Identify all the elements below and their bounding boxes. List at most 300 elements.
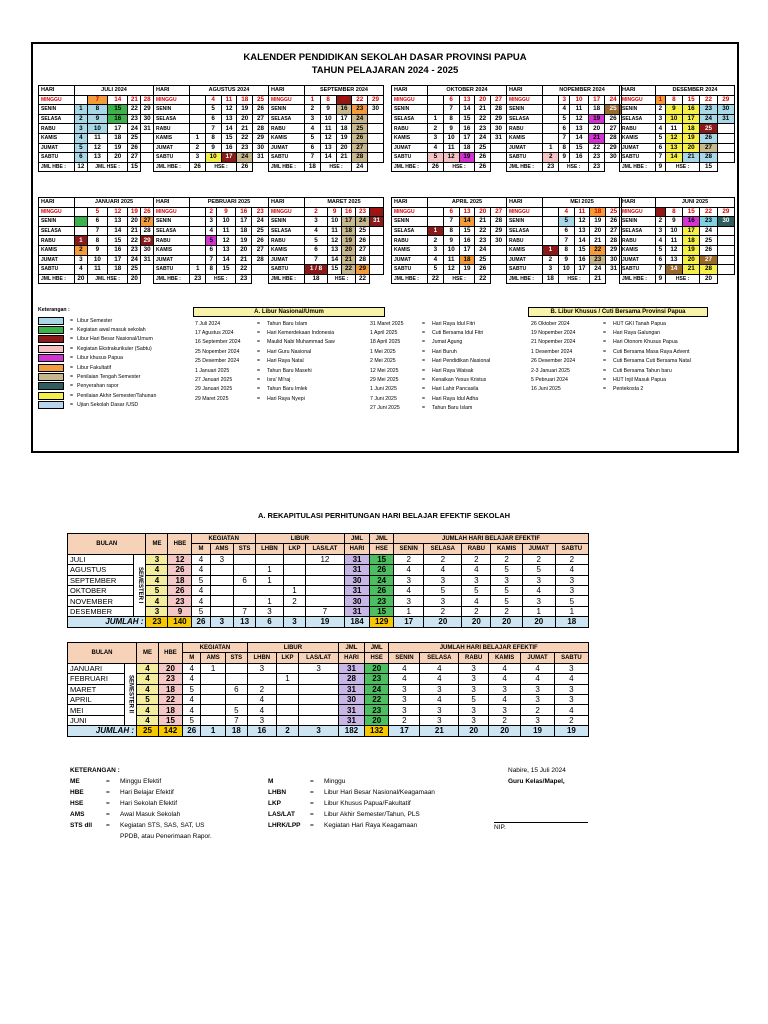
date-cell: 26 <box>253 105 269 115</box>
value-cell: 15 <box>370 554 394 564</box>
week-row <box>392 153 507 163</box>
date-cell: 29 <box>141 236 154 246</box>
date-cell <box>543 124 559 134</box>
holiday-eq: = <box>603 367 607 374</box>
date-cell: 5 <box>559 114 570 124</box>
date-cell: 12 <box>665 133 682 143</box>
date-cell: 17 <box>459 133 475 143</box>
value-cell: 2 <box>554 715 588 725</box>
legend-swatch <box>38 373 64 381</box>
date-cell: 5 <box>87 207 107 217</box>
holiday-date: 29 Januari 2025 <box>195 386 233 393</box>
date-cell: 10 <box>320 114 336 124</box>
rekap-row <box>68 606 589 616</box>
date-cell: 23 <box>700 217 717 227</box>
day-label: SABTU <box>269 153 305 163</box>
header-cell: KEGIATAN <box>192 534 255 544</box>
date-cell: 22 <box>342 265 356 275</box>
date-cell: 12 <box>574 217 590 227</box>
month-cell: JUNI <box>68 715 125 725</box>
rekap-semester-1 <box>67 533 589 628</box>
jml-hbe-value: 26 <box>428 162 444 172</box>
holiday-item <box>531 375 691 384</box>
total-cell: 2 <box>276 726 299 736</box>
value-cell <box>225 694 247 704</box>
date-cell: 26 <box>475 265 491 275</box>
legend-eq: = <box>70 383 74 390</box>
date-cell: 24 <box>352 114 368 124</box>
date-cell <box>370 265 384 275</box>
holiday-date: 19 Nopember 2024 <box>531 330 576 337</box>
header-cell: JML <box>338 643 364 653</box>
jml-hbe-value: 22 <box>428 274 444 284</box>
date-cell: 15 <box>108 236 128 246</box>
date-cell: 25 <box>475 143 491 153</box>
value-cell <box>210 575 234 585</box>
holiday-name: Tahun Baru Masehi <box>267 367 312 374</box>
day-label: RABU <box>620 124 656 134</box>
date-cell: 27 <box>253 114 269 124</box>
month-calendar <box>391 85 507 172</box>
date-cell: 14 <box>665 153 682 163</box>
day-label: JUMAT <box>154 255 190 265</box>
date-cell: 4 <box>656 236 666 246</box>
date-cell: 3 <box>305 217 328 227</box>
date-cell: 12 <box>87 143 107 153</box>
day-label: MINGGU <box>39 207 75 217</box>
value-cell: 4 <box>394 565 424 575</box>
date-cell: 3 <box>305 114 321 124</box>
date-cell: 3 <box>75 124 88 134</box>
value-cell: 3 <box>521 694 555 704</box>
holiday-name: Tahun Baru Islam <box>267 320 308 327</box>
legend-text: Libur khusus Papua <box>77 355 123 362</box>
holiday-name: HUT GKI Tanah Papua <box>613 320 666 327</box>
date-cell <box>491 143 507 153</box>
date-cell <box>491 265 507 275</box>
value-cell: 4 <box>182 694 200 704</box>
value-cell: 3 <box>521 715 555 725</box>
day-label: SELASA <box>392 114 428 124</box>
day-label: SABTU <box>269 265 305 275</box>
date-cell: 2 <box>656 217 666 227</box>
value-cell: 23 <box>158 674 182 684</box>
keterangan-item <box>70 798 212 809</box>
date-cell: 9 <box>87 245 107 255</box>
date-cell: 11 <box>87 265 107 275</box>
date-cell: 19 <box>108 143 128 153</box>
value-cell: 6 <box>234 575 256 585</box>
legend-item <box>38 316 156 325</box>
header-cell: STS <box>225 653 247 663</box>
holiday-item <box>195 328 335 337</box>
header-cell: SABTU <box>555 544 588 554</box>
date-cell <box>428 105 444 115</box>
ket-eq: = <box>106 778 110 785</box>
total-cell: 132 <box>365 726 389 736</box>
holiday-name: Cuti Bersama Tahun baru <box>613 367 672 374</box>
day-label: SABTU <box>392 153 428 163</box>
holiday-item <box>195 338 335 347</box>
date-cell: 17 <box>683 226 700 236</box>
date-cell: 23 <box>700 105 717 115</box>
day-label: MINGGU <box>39 95 75 105</box>
date-cell: 13 <box>570 124 589 134</box>
value-cell: 15 <box>370 606 394 616</box>
total-cell: 26 <box>192 617 210 627</box>
value-cell <box>283 575 305 585</box>
ket-eq: = <box>310 811 314 818</box>
value-cell: 3 <box>394 596 424 606</box>
legend-eq: = <box>70 364 74 371</box>
week-row <box>620 95 735 105</box>
date-cell <box>717 265 734 275</box>
total-cell: 20 <box>491 617 523 627</box>
day-label: KAMIS <box>620 245 656 255</box>
date-cell: 28 <box>491 217 507 227</box>
day-label: SENIN <box>507 217 543 227</box>
date-cell: 9 <box>443 124 459 134</box>
week-row <box>154 255 269 265</box>
holiday-name: Maulid Nabi Muhammad Saw <box>267 339 335 346</box>
date-cell: 31 <box>717 114 734 124</box>
date-cell: 3 <box>428 133 444 143</box>
value-cell: 5 <box>182 715 200 725</box>
header-cell: LIBUR <box>255 534 344 544</box>
date-cell: 10 <box>217 217 236 227</box>
date-cell: 28 <box>700 153 717 163</box>
day-label: JUMAT <box>392 143 428 153</box>
total-cell: 20 <box>488 726 520 736</box>
value-cell: 12 <box>168 554 192 564</box>
jml-hse-label: HSE : <box>665 162 700 172</box>
date-cell <box>190 245 206 255</box>
date-cell: 21 <box>128 95 141 105</box>
rekap-row <box>68 715 589 725</box>
jml-hbe-value: 9 <box>656 274 666 284</box>
date-cell: 3 <box>190 153 206 163</box>
day-label: MINGGU <box>154 95 190 105</box>
date-cell: 17 <box>108 124 128 134</box>
date-cell <box>190 255 206 265</box>
month-cell: MEI <box>68 705 125 715</box>
date-cell: 6 <box>656 255 666 265</box>
value-cell: 2 <box>389 715 420 725</box>
date-cell: 20 <box>683 143 700 153</box>
hari-header: HARI <box>154 198 190 208</box>
legend-text: Kegiatan awal masuk sekolah <box>77 327 146 334</box>
date-cell: 2 <box>543 153 559 163</box>
value-cell: 31 <box>344 606 370 616</box>
date-cell: 29 <box>491 114 507 124</box>
legend-text: Libur Semester <box>77 317 113 324</box>
sign-role: Guru Kelas/Mapel, <box>508 778 565 785</box>
day-label: MINGGU <box>507 95 543 105</box>
value-cell: 5 <box>555 596 588 606</box>
value-cell: 4 <box>136 684 158 694</box>
date-cell: 16 <box>459 236 475 246</box>
date-cell <box>368 153 384 163</box>
value-cell: 2 <box>283 596 305 606</box>
date-cell: 27 <box>491 95 507 105</box>
value-cell: 23 <box>365 674 389 684</box>
date-cell: 14 <box>459 105 475 115</box>
hari-header: HARI <box>392 198 428 208</box>
holiday-eq: = <box>422 386 426 393</box>
week-row <box>507 143 622 153</box>
day-label: KAMIS <box>39 245 75 255</box>
date-cell: 6 <box>75 153 88 163</box>
ket-abbr: AMS <box>70 811 85 818</box>
date-cell: 25 <box>352 124 368 134</box>
keterangan-item <box>268 820 435 831</box>
holiday-item <box>531 338 691 347</box>
value-cell: 5 <box>459 694 489 704</box>
hari-header: HARI <box>269 198 305 208</box>
value-cell: 4 <box>462 565 491 575</box>
value-cell: 18 <box>168 575 192 585</box>
week-row <box>620 236 735 246</box>
date-cell <box>370 255 384 265</box>
week-row <box>392 265 507 275</box>
date-cell: 24 <box>128 255 141 265</box>
ket-eq: = <box>310 800 314 807</box>
month-cell: NOVEMBER <box>68 596 134 606</box>
day-label: SENIN <box>620 105 656 115</box>
header-cell: HSE <box>370 544 394 554</box>
week-row <box>507 236 622 246</box>
day-label: SELASA <box>620 226 656 236</box>
value-cell: 31 <box>338 705 364 715</box>
value-cell: 4 <box>420 663 459 673</box>
holiday-name: Hari Raya Idul Adha <box>432 395 479 402</box>
holiday-date: 18 April 2025 <box>370 339 401 346</box>
week-row <box>154 95 269 105</box>
day-label: SABTU <box>392 265 428 275</box>
month-cell: AGUSTUS <box>68 565 134 575</box>
date-cell: 9 <box>559 153 570 163</box>
value-cell <box>210 565 234 575</box>
value-cell: 3 <box>521 684 555 694</box>
holiday-name: Isra' Mi'raj <box>267 377 291 384</box>
hari-header: HARI <box>620 86 656 96</box>
holiday-eq: = <box>257 330 261 337</box>
date-cell: 1 <box>75 105 88 115</box>
week-row <box>39 133 154 143</box>
date-cell: 17 <box>336 114 352 124</box>
ket-desc: Minggu <box>324 778 346 785</box>
date-cell: 9 <box>87 114 107 124</box>
value-cell <box>276 684 299 694</box>
date-cell: 13 <box>574 226 590 236</box>
ket-abbr: LHBN <box>268 789 287 796</box>
value-cell: 31 <box>338 715 364 725</box>
legend-eq: = <box>70 345 74 352</box>
value-cell: 1 <box>283 585 305 595</box>
value-cell: 30 <box>344 575 370 585</box>
week-row <box>620 226 735 236</box>
date-cell: 9 <box>443 236 459 246</box>
date-cell: 12 <box>108 207 128 217</box>
date-cell: 14 <box>320 153 336 163</box>
total-cell: 6 <box>255 617 283 627</box>
week-row <box>154 114 269 124</box>
date-cell: 22 <box>128 236 141 246</box>
value-cell: 1 <box>255 565 283 575</box>
week-row <box>39 153 154 163</box>
day-label: JUMAT <box>154 143 190 153</box>
date-cell: 17 <box>588 95 604 105</box>
holiday-eq: = <box>422 395 426 402</box>
header-cell: HBE <box>168 534 192 555</box>
date-cell: 18 <box>108 265 128 275</box>
month-name: AGUSTUS 2024 <box>190 86 269 96</box>
date-cell: 6 <box>305 143 321 153</box>
value-cell <box>234 565 256 575</box>
month-calendar <box>38 197 154 284</box>
week-row <box>392 245 507 255</box>
holiday-date: 25 Nopember 2024 <box>195 348 240 355</box>
legend-swatch <box>38 382 64 390</box>
holiday-date: 21 Nopember 2024 <box>531 339 576 346</box>
value-cell: 3 <box>491 575 523 585</box>
value-cell: 5 <box>192 575 210 585</box>
holiday-date: 25 Desember 2024 <box>195 358 240 365</box>
value-cell <box>234 554 256 564</box>
value-cell: 4 <box>192 596 210 606</box>
day-label: RABU <box>269 236 305 246</box>
value-cell: 3 <box>146 554 168 564</box>
total-cell: 129 <box>370 617 394 627</box>
day-label: SENIN <box>392 217 428 227</box>
value-cell: 26 <box>370 585 394 595</box>
date-cell: 20 <box>128 217 141 227</box>
date-cell <box>190 105 206 115</box>
date-cell: 16 <box>342 207 356 217</box>
ket-eq: = <box>310 778 314 785</box>
month-calendar <box>506 85 622 172</box>
value-cell: 4 <box>389 663 420 673</box>
date-cell: 30 <box>141 245 154 255</box>
date-cell: 31 <box>141 124 154 134</box>
value-cell <box>234 596 256 606</box>
value-cell: 31 <box>344 585 370 595</box>
week-row <box>269 255 384 265</box>
legend-eq: = <box>70 317 74 324</box>
holiday-date: 1 Juni 2025 <box>370 386 397 393</box>
holiday-eq: = <box>603 377 607 384</box>
date-cell: 27 <box>352 143 368 153</box>
value-cell: 3 <box>210 554 234 564</box>
date-cell: 26 <box>352 133 368 143</box>
date-cell: 4 <box>305 124 321 134</box>
date-cell: 22 <box>475 114 491 124</box>
date-cell: 16 <box>235 207 251 217</box>
signature-block <box>508 765 566 787</box>
month-name: JUNI 2025 <box>656 198 735 208</box>
date-cell: 10 <box>665 114 682 124</box>
holiday-name: Hari Buruh <box>432 348 457 355</box>
value-cell <box>201 684 225 694</box>
header-cell: M <box>192 544 210 554</box>
date-cell: 18 <box>342 226 356 236</box>
date-cell: 28 <box>605 133 622 143</box>
date-cell: 6 <box>87 217 107 227</box>
header-cell: AMS <box>201 653 225 663</box>
day-label: SABTU <box>620 265 656 275</box>
date-cell <box>543 217 559 227</box>
month-calendar <box>153 85 269 172</box>
date-cell: 24 <box>475 133 491 143</box>
date-cell: 24 <box>700 114 717 124</box>
holiday-name: Cuti Bersama Idul Fitri <box>432 330 484 337</box>
legend-eq: = <box>70 392 74 399</box>
date-cell: 19 <box>237 105 253 115</box>
header-cell: LIBUR <box>247 643 338 653</box>
date-cell <box>190 226 206 236</box>
value-cell: 2 <box>247 684 276 694</box>
date-cell: 23 <box>588 153 604 163</box>
date-cell: 29 <box>717 95 734 105</box>
legend-swatch <box>38 345 64 353</box>
holidays-b-list <box>531 319 691 394</box>
week-row <box>392 124 507 134</box>
date-cell: 6 <box>559 124 570 134</box>
date-cell: 24 <box>475 245 491 255</box>
total-cell: 19 <box>554 726 588 736</box>
value-cell: 3 <box>247 663 276 673</box>
date-cell: 16 <box>570 153 589 163</box>
date-cell: 3 <box>75 255 88 265</box>
day-label: MINGGU <box>269 95 305 105</box>
total-cell: 3 <box>299 726 339 736</box>
ket-abbr: HBE <box>70 789 84 796</box>
date-cell: 6 <box>205 114 221 124</box>
total-cell: 16 <box>247 726 276 736</box>
date-cell: 25 <box>128 133 141 143</box>
day-label: JUMAT <box>620 143 656 153</box>
date-cell: 29 <box>253 133 269 143</box>
legend-item <box>38 391 156 400</box>
holiday-eq: = <box>603 386 607 393</box>
total-cell: 18 <box>555 617 588 627</box>
header-cell: SELASA <box>424 544 462 554</box>
date-cell: 5 <box>428 265 444 275</box>
header-cell: HSE <box>365 653 389 663</box>
day-label: SABTU <box>39 265 75 275</box>
month-calendar <box>619 197 735 284</box>
value-cell <box>201 715 225 725</box>
date-cell: 13 <box>665 143 682 153</box>
holiday-eq: = <box>603 348 607 355</box>
holiday-name: Hari Pendidikan Nasional <box>432 358 491 365</box>
date-cell: 25 <box>475 255 491 265</box>
day-label: KAMIS <box>269 133 305 143</box>
keterangan-item <box>268 798 435 809</box>
rekap-row <box>68 596 589 606</box>
total-cell: 142 <box>158 726 182 736</box>
date-cell: 11 <box>221 95 237 105</box>
week-row <box>154 245 269 255</box>
value-cell: 3 <box>488 684 520 694</box>
jml-hse-label: HSE : <box>328 274 356 284</box>
date-cell: 20 <box>108 153 128 163</box>
ket-desc: Hari Belajar Efektif <box>120 789 174 796</box>
value-cell: 3 <box>420 705 459 715</box>
value-cell: 2 <box>488 715 520 725</box>
date-cell: 30 <box>368 105 384 115</box>
holiday-date: 26 Oktober 2024 <box>531 320 570 327</box>
